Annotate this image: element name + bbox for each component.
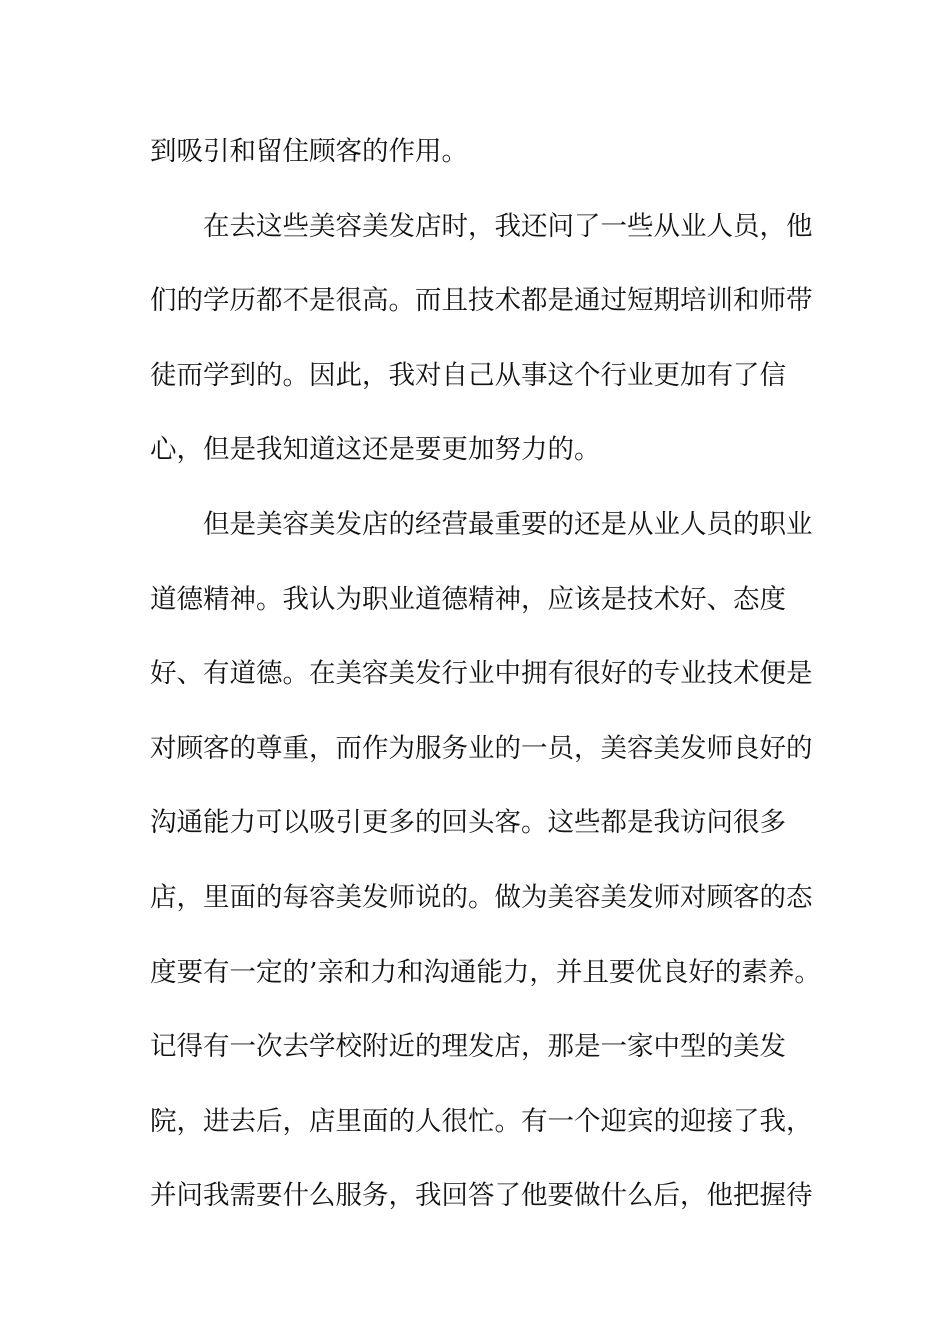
text-line: 在去这些美容美发店时，我还问了一些从业人员，他	[150, 210, 813, 242]
text-line: 但是美容美发店的经营最重要的还是从业人员的职业	[150, 508, 813, 540]
text-line: 徒而学到的。因此，我对自己从事这个行业更加有了信	[150, 359, 786, 391]
text-line: 院，进去后，店里面的人很忙。有一个迎宾的迎接了我，	[150, 1105, 813, 1137]
text-line: 记得有一次去学校附近的理发店，那是一家中型的美发	[150, 1031, 786, 1063]
text-line: 度要有一定的’亲和力和沟通能力，并且要优良好的素养。	[150, 956, 821, 988]
body-text	[150, 126, 821, 1245]
text-line: 们的学历都不是很高。而且技术都是通过短期培训和师带	[150, 285, 813, 317]
text-line: 心，但是我知道这还是要更加努力的。	[150, 434, 601, 466]
text-line: 好、有道德。在美容美发行业中拥有很好的专业技术便是	[150, 658, 813, 690]
text-line: 店，里面的每容美发师说的。做为美容美发师对顾客的态	[150, 881, 813, 913]
text-line: 到吸引和留住顾客的作用。	[150, 136, 468, 167]
text-line: 沟通能力可以吸引更多的回头客。这些都是我访问很多	[150, 807, 786, 839]
text-line: 并问我需要什么服务，我回答了他要做什么后，他把握待	[150, 1180, 813, 1212]
text-line: 对顾客的尊重，而作为服务业的一员，美容美发师良好的	[150, 732, 813, 764]
text-line: 道德精神。我认为职业道德精神，应该是技术好、态度	[150, 583, 786, 615]
